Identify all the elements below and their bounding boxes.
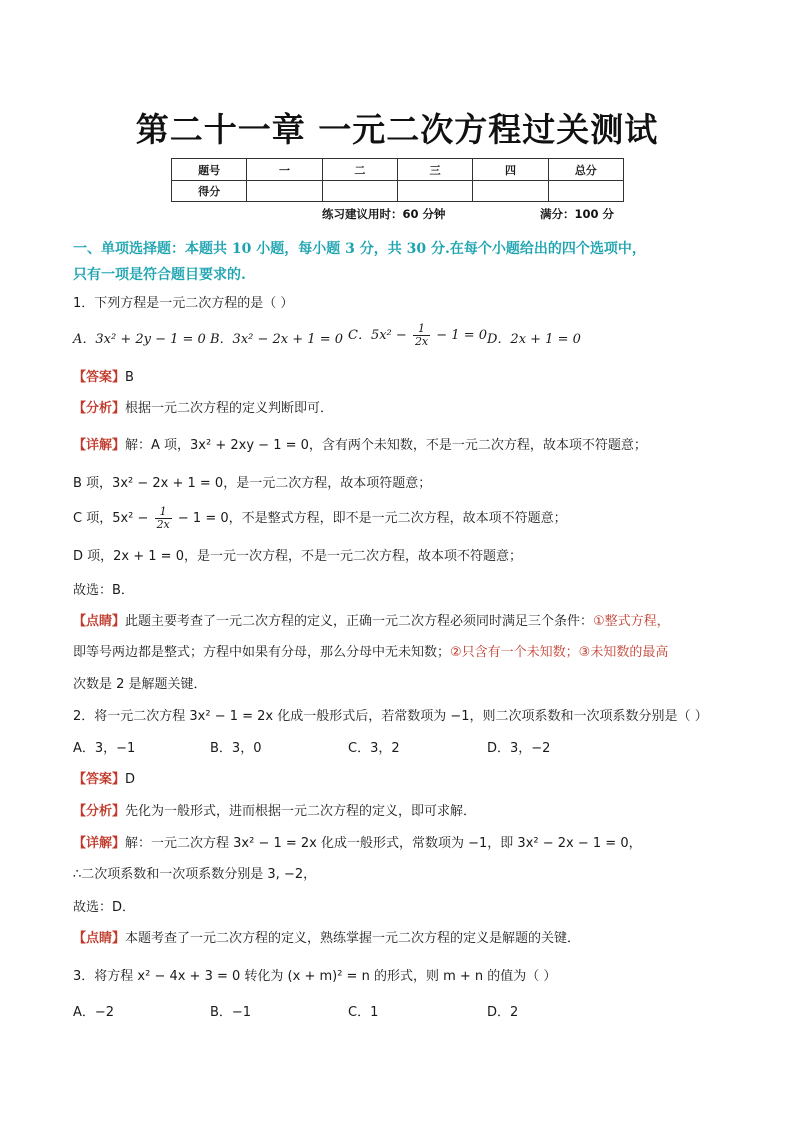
score-table-cell: 二: [322, 159, 397, 181]
section-heading-line: 只有一项是符合题目要求的.: [73, 267, 246, 283]
q2-stem: 2．将一元二次方程 3x² − 1 = 2x 化成一般形式后，若常数项为 −1，则二次项系数和一次项系数分别是（ ）: [73, 709, 708, 724]
q1-analysis: [73, 400, 333, 418]
suggested-time: 练习建议用时：60 分钟: [322, 207, 446, 221]
q2-analysis: [73, 803, 476, 821]
q1-option-c-suffix: − 1 = 0: [436, 328, 488, 343]
score-table-cell: [322, 181, 397, 202]
q1-choose: 故选：B．: [73, 583, 134, 598]
score-table-cell: 一: [247, 159, 322, 181]
q2-detail-line: [73, 835, 642, 853]
score-table-header-row: [172, 159, 624, 181]
detail-label: 【详解】: [73, 836, 126, 851]
analysis-text: 根据一元二次方程的定义判断即可．: [125, 401, 334, 416]
q1-answer: [73, 369, 134, 387]
q2-comment-line: [73, 930, 580, 948]
comment-label: 【点睛】: [73, 614, 126, 629]
score-table-cell: [397, 181, 472, 202]
score-table-cell: 题号: [172, 159, 247, 181]
detail-prefix: C 项，5x² −: [73, 511, 149, 526]
comment-text-red: ①整式方程，: [593, 614, 670, 629]
score-table-cell: 四: [473, 159, 548, 181]
fraction-numerator: 1: [413, 323, 430, 336]
q3-option-d: D．2: [487, 1005, 519, 1020]
fraction-denominator: 2x: [414, 335, 429, 348]
q1-option-c-fraction: [413, 323, 430, 348]
detail-suffix: − 1 = 0，不是整式方程，即不是一元二次方程，故本项不符题意；: [177, 511, 567, 526]
score-table-cell: 总分: [548, 159, 623, 181]
q1-stem: 1．下列方程是一元二次方程的是（ ）: [73, 296, 294, 311]
q3-stem: 3．将方程 x² − 4x + 3 = 0 转化为 (x + m)² = n 的形式，则 m + n 的值为（ ）: [73, 969, 557, 984]
q1-option-c-prefix: C．5x² −: [348, 328, 407, 343]
score-table-score-row: [172, 181, 624, 202]
q1-option-b: B．3x² − 2x + 1 = 0: [210, 332, 343, 347]
q2-answer: [73, 771, 135, 789]
q2-option-a: A．3，−1: [73, 741, 136, 756]
detail-fraction: [155, 506, 172, 531]
detail-label: 【详解】: [73, 438, 126, 453]
fraction-numerator: 1: [155, 506, 172, 519]
q1-detail-line: D 项，2x + 1 = 0，是一元一次方程，不是一元二次方程，故本项不符题意；: [73, 549, 522, 564]
answer-value: D: [125, 772, 136, 787]
full-score: 满分：100 分: [540, 207, 615, 221]
comment-text: 本题考查了一元二次方程的定义，熟练掌握一元二次方程的定义是解题的关键．: [125, 931, 581, 946]
q1-option-a: A．3x² + 2y − 1 = 0: [73, 332, 206, 347]
q2-choose: 故选：D．: [73, 900, 136, 915]
score-table: [171, 158, 624, 202]
score-table-cell: [247, 181, 322, 202]
detail-text: 解：一元二次方程 3x² − 1 = 2x 化成一般形式，常数项为 −1，即 3x² − 2x − 1 = 0，: [125, 836, 642, 851]
q1-comment-line: [73, 644, 668, 662]
q1-comment-line: [73, 613, 670, 631]
q2-option-c: C．3，2: [348, 741, 400, 756]
q1-detail-line: [73, 506, 567, 531]
q1-detail-line: [73, 437, 647, 455]
answer-label: 【答案】: [73, 370, 126, 385]
q1-comment-line: 次数是 2 是解题关键．: [73, 677, 207, 692]
score-table-cell: 得分: [172, 181, 247, 202]
analysis-label: 【分析】: [73, 401, 126, 416]
q2-option-d: D．3，−2: [487, 741, 551, 756]
analysis-text: 先化为一般形式，进而根据一元二次方程的定义，即可求解．: [125, 804, 477, 819]
q1-option-d: D．2x + 1 = 0: [487, 332, 581, 347]
detail-text: 解：A 项，3x² + 2xy − 1 = 0，含有两个未知数，不是一元二次方程，故本项不符题意；: [125, 438, 647, 453]
q2-detail-line: ∴二次项系数和一次项系数分别是 3, −2，: [73, 867, 317, 882]
q2-option-b: B．3，0: [210, 741, 262, 756]
q1-detail-line: B 项，3x² − 2x + 1 = 0，是一元二次方程，故本项符题意；: [73, 476, 432, 491]
answer-value: B: [125, 370, 134, 385]
comment-text-red: ②只含有一个未知数；③未知数的最高: [450, 645, 669, 660]
q3-option-a: A．−2: [73, 1005, 115, 1020]
q3-option-b: B．−1: [210, 1005, 252, 1020]
page-title: 第二十一章 一元二次方程过关测试: [135, 110, 659, 149]
score-table-cell: 三: [397, 159, 472, 181]
comment-text: 即等号两边都是整式；方程中如果有分母，那么分母中无未知数；: [73, 645, 451, 660]
score-table-cell: [548, 181, 623, 202]
score-table-cell: [473, 181, 548, 202]
q1-option-c: [348, 323, 487, 348]
answer-label: 【答案】: [73, 772, 126, 787]
section-heading-line: 一、单项选择题：本题共 10 小题，每小题 3 分，共 30 分.在每个小题给出的四个选项中，: [73, 241, 646, 257]
comment-label: 【点睛】: [73, 931, 126, 946]
fraction-denominator: 2x: [156, 518, 170, 531]
analysis-label: 【分析】: [73, 804, 126, 819]
comment-text: 此题主要考查了一元二次方程的定义，正确一元二次方程必须同时满足三个条件：: [125, 614, 594, 629]
q3-option-c: C．1: [348, 1005, 379, 1020]
section-heading: [73, 236, 733, 288]
